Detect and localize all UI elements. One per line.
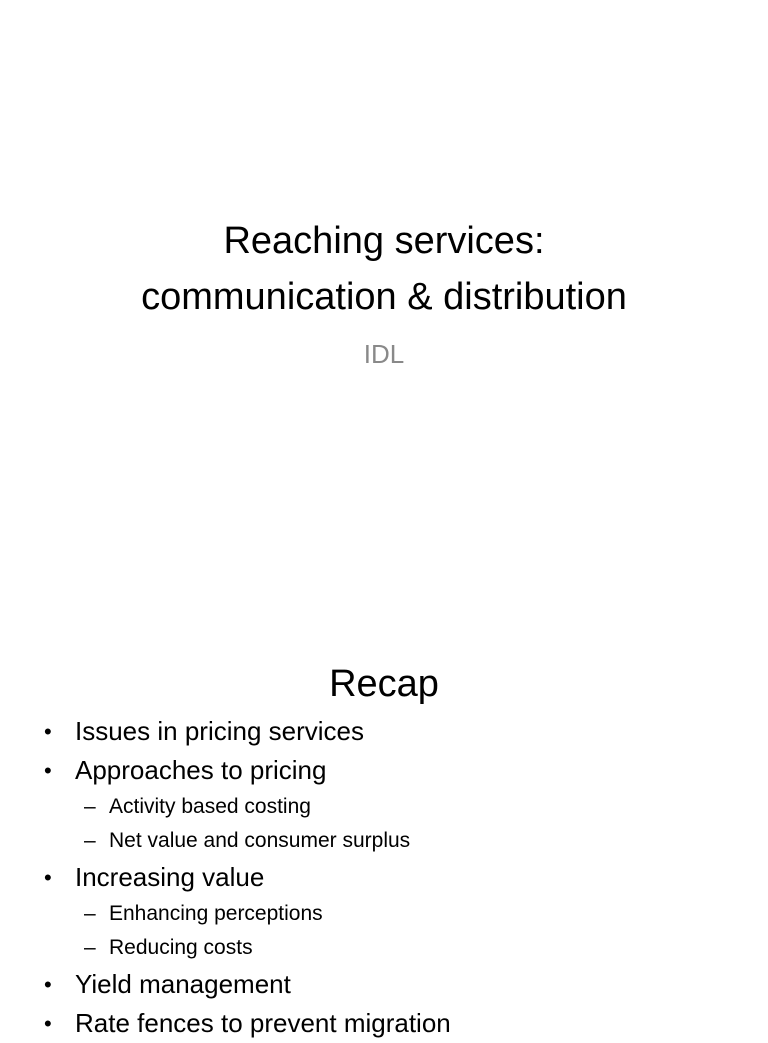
bullet-icon: • [44, 865, 52, 890]
bullet-text: Increasing value [75, 862, 265, 892]
sub-bullet-text: Net value and consumer surplus [109, 829, 411, 852]
sub-bullet-item [0, 897, 451, 931]
recap-slide [0, 576, 768, 1036]
bullet-text: Rate fences to prevent migration [75, 1008, 451, 1038]
bullet-item [0, 712, 451, 751]
sub-bullet-list [0, 790, 451, 858]
bullet-item [0, 965, 451, 1004]
dash-icon: – [84, 829, 96, 852]
bullet-list [0, 712, 451, 1043]
sub-bullet-item [0, 790, 451, 824]
slide-title-line-2: communication & distribution [141, 276, 627, 319]
bullet-text: Approaches to pricing [75, 755, 327, 785]
sub-bullet-item [0, 824, 451, 858]
sub-bullet-item [0, 931, 451, 965]
recap-title: Recap [329, 662, 439, 705]
bullet-icon: • [44, 719, 52, 744]
bullet-text: Issues in pricing services [75, 716, 364, 746]
dash-icon: – [84, 902, 96, 925]
dash-icon: – [84, 795, 96, 818]
bullet-icon: • [44, 972, 52, 997]
sub-bullet-group [0, 790, 451, 858]
sub-bullet-list [0, 897, 451, 965]
bullet-item [0, 751, 451, 790]
sub-bullet-text: Reducing costs [109, 936, 253, 959]
sub-bullet-text: Activity based costing [109, 795, 311, 818]
slide-title [0, 213, 768, 325]
slide-title-line-1: Reaching services: [223, 220, 545, 263]
dash-icon: – [84, 936, 96, 959]
bullet-item [0, 858, 451, 897]
bullet-text: Yield management [75, 969, 291, 999]
bullet-icon: • [44, 1011, 52, 1036]
slide-subtitle: IDL [363, 339, 405, 369]
sub-bullet-group [0, 897, 451, 965]
sub-bullet-text: Enhancing perceptions [109, 902, 323, 925]
bullet-icon: • [44, 758, 52, 783]
